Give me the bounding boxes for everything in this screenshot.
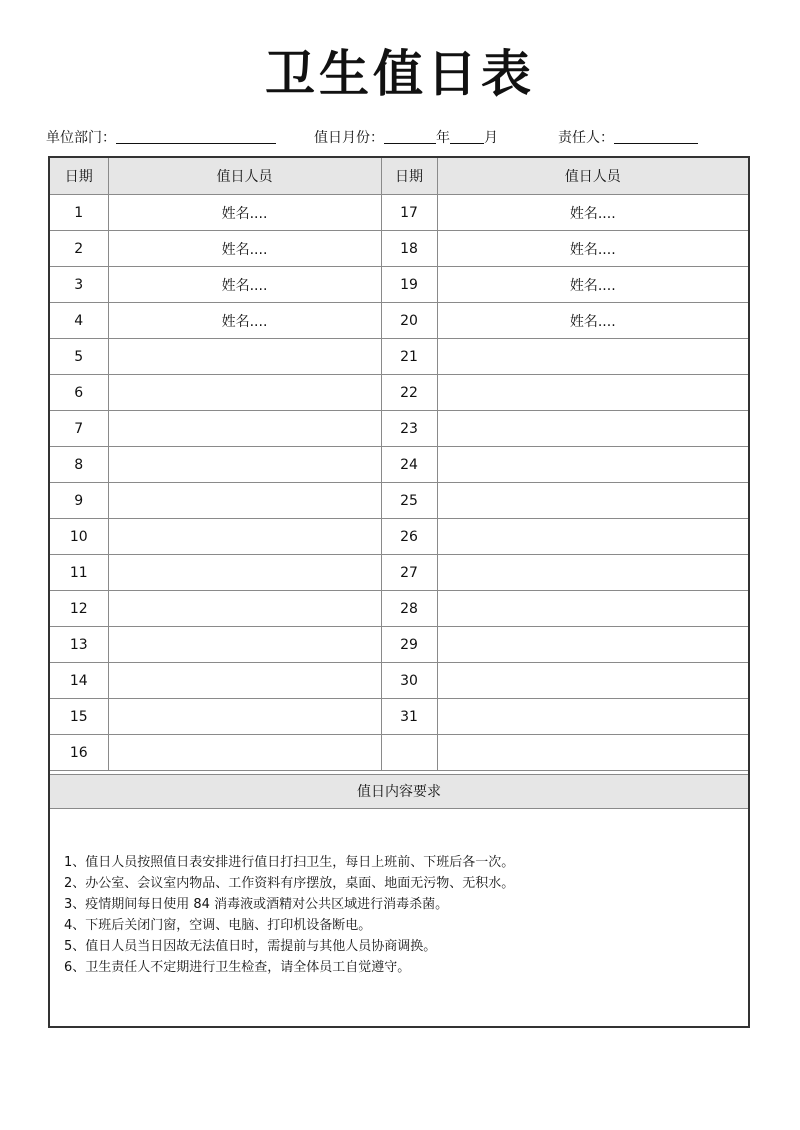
month-blank[interactable]: [450, 126, 484, 144]
table-row: [50, 411, 748, 447]
staff-cell-left[interactable]: [108, 735, 381, 771]
responsible-label: 责任人：: [558, 130, 614, 146]
date-cell-right: 22: [381, 375, 437, 411]
date-cell-right: 17: [381, 195, 437, 231]
table-row: [50, 483, 748, 519]
staff-cell-right[interactable]: [437, 555, 748, 591]
date-cell-left: 5: [50, 339, 108, 375]
date-cell-left: 14: [50, 663, 108, 699]
staff-cell-left[interactable]: [108, 519, 381, 555]
table-row: [50, 555, 748, 591]
table-row: [50, 591, 748, 627]
department-blank[interactable]: [116, 126, 276, 144]
date-cell-left: 1: [50, 195, 108, 231]
staff-cell-right[interactable]: [437, 591, 748, 627]
table-row: [50, 663, 748, 699]
staff-cell-left[interactable]: [108, 555, 381, 591]
requirement-item: 5、值日人员当日因故无法值日时，需提前与其他人员协商调换。: [64, 939, 437, 954]
staff-cell-right[interactable]: [437, 411, 748, 447]
date-cell-left: 12: [50, 591, 108, 627]
staff-cell-left[interactable]: [108, 339, 381, 375]
date-cell-left: 7: [50, 411, 108, 447]
staff-cell-right[interactable]: 姓名....: [437, 267, 748, 303]
staff-cell-left[interactable]: [108, 375, 381, 411]
staff-cell-left[interactable]: [108, 663, 381, 699]
date-cell-left: 15: [50, 699, 108, 735]
responsible-blank[interactable]: [614, 126, 698, 144]
staff-cell-left[interactable]: [108, 627, 381, 663]
date-cell-left: 11: [50, 555, 108, 591]
date-cell-right: 29: [381, 627, 437, 663]
date-cell-right: 26: [381, 519, 437, 555]
staff-cell-right[interactable]: [437, 519, 748, 555]
staff-cell-left[interactable]: 姓名....: [108, 267, 381, 303]
header-staff-left: 值日人员: [108, 158, 381, 195]
staff-cell-right[interactable]: [437, 339, 748, 375]
staff-cell-right[interactable]: [437, 627, 748, 663]
date-cell-right: 27: [381, 555, 437, 591]
staff-cell-right[interactable]: [437, 735, 748, 771]
date-cell-right: 24: [381, 447, 437, 483]
staff-cell-right[interactable]: [437, 447, 748, 483]
duty-table: [50, 158, 748, 771]
staff-cell-left[interactable]: [108, 447, 381, 483]
date-cell-right: 28: [381, 591, 437, 627]
date-cell-left: 3: [50, 267, 108, 303]
staff-cell-right[interactable]: [437, 375, 748, 411]
staff-cell-left[interactable]: 姓名....: [108, 195, 381, 231]
department-field: [46, 126, 276, 150]
table-row: [50, 267, 748, 303]
staff-cell-left[interactable]: 姓名....: [108, 231, 381, 267]
header-date-right: 日期: [381, 158, 437, 195]
date-cell-left: 6: [50, 375, 108, 411]
page-title: 卫生值日表: [265, 45, 535, 103]
staff-cell-right[interactable]: 姓名....: [437, 195, 748, 231]
date-cell-left: 8: [50, 447, 108, 483]
table-row: [50, 231, 748, 267]
date-cell-right: 25: [381, 483, 437, 519]
table-row: [50, 627, 748, 663]
date-cell-right: 18: [381, 231, 437, 267]
table-header-row: [50, 158, 748, 195]
table-row: [50, 699, 748, 735]
staff-cell-right[interactable]: [437, 663, 748, 699]
table-row: [50, 195, 748, 231]
responsible-field: [558, 126, 698, 150]
table-row: [50, 735, 748, 771]
requirement-item: 3、疫情期间每日使用 84 消毒液或酒精对公共区域进行消毒杀菌。: [64, 897, 449, 912]
date-cell-left: 2: [50, 231, 108, 267]
requirements-list: [64, 852, 514, 978]
month-unit: 月: [484, 130, 498, 146]
requirement-item: 2、办公室、会议室内物品、工作资料有序摆放，桌面、地面无污物、无积水。: [64, 876, 515, 891]
requirement-item: 4、下班后关闭门窗，空调、电脑、打印机设备断电。: [64, 918, 372, 933]
staff-cell-right[interactable]: 姓名....: [437, 231, 748, 267]
month-field: [314, 126, 498, 150]
date-cell-right: [381, 735, 437, 771]
year-unit: 年: [436, 130, 450, 146]
staff-cell-left[interactable]: [108, 699, 381, 735]
requirement-item: 1、值日人员按照值日表安排进行值日打扫卫生，每日上班前、下班后各一次。: [64, 855, 515, 870]
date-cell-right: 23: [381, 411, 437, 447]
date-cell-right: 19: [381, 267, 437, 303]
staff-cell-right[interactable]: [437, 483, 748, 519]
staff-cell-left[interactable]: [108, 483, 381, 519]
header-date-left: 日期: [50, 158, 108, 195]
table-row: [50, 375, 748, 411]
table-row: [50, 339, 748, 375]
staff-cell-right[interactable]: 姓名....: [437, 303, 748, 339]
date-cell-right: 30: [381, 663, 437, 699]
table-row: [50, 519, 748, 555]
date-cell-right: 20: [381, 303, 437, 339]
staff-cell-left[interactable]: [108, 411, 381, 447]
department-label: 单位部门：: [46, 130, 116, 146]
table-row: [50, 303, 748, 339]
staff-cell-left[interactable]: 姓名....: [108, 303, 381, 339]
month-label: 值日月份：: [314, 130, 384, 146]
duty-form-frame: [48, 156, 750, 1028]
staff-cell-left[interactable]: [108, 591, 381, 627]
table-row: [50, 447, 748, 483]
date-cell-left: 10: [50, 519, 108, 555]
date-cell-left: 9: [50, 483, 108, 519]
date-cell-right: 21: [381, 339, 437, 375]
staff-cell-right[interactable]: [437, 699, 748, 735]
requirement-item: 6、卫生责任人不定期进行卫生检查，请全体员工自觉遵守。: [64, 960, 411, 975]
header-staff-right: 值日人员: [437, 158, 748, 195]
form-meta: [46, 126, 754, 150]
date-cell-left: 13: [50, 627, 108, 663]
date-cell-left: 4: [50, 303, 108, 339]
year-blank[interactable]: [384, 126, 436, 144]
date-cell-right: 31: [381, 699, 437, 735]
date-cell-left: 16: [50, 735, 108, 771]
requirements-title: 值日内容要求: [50, 774, 748, 809]
